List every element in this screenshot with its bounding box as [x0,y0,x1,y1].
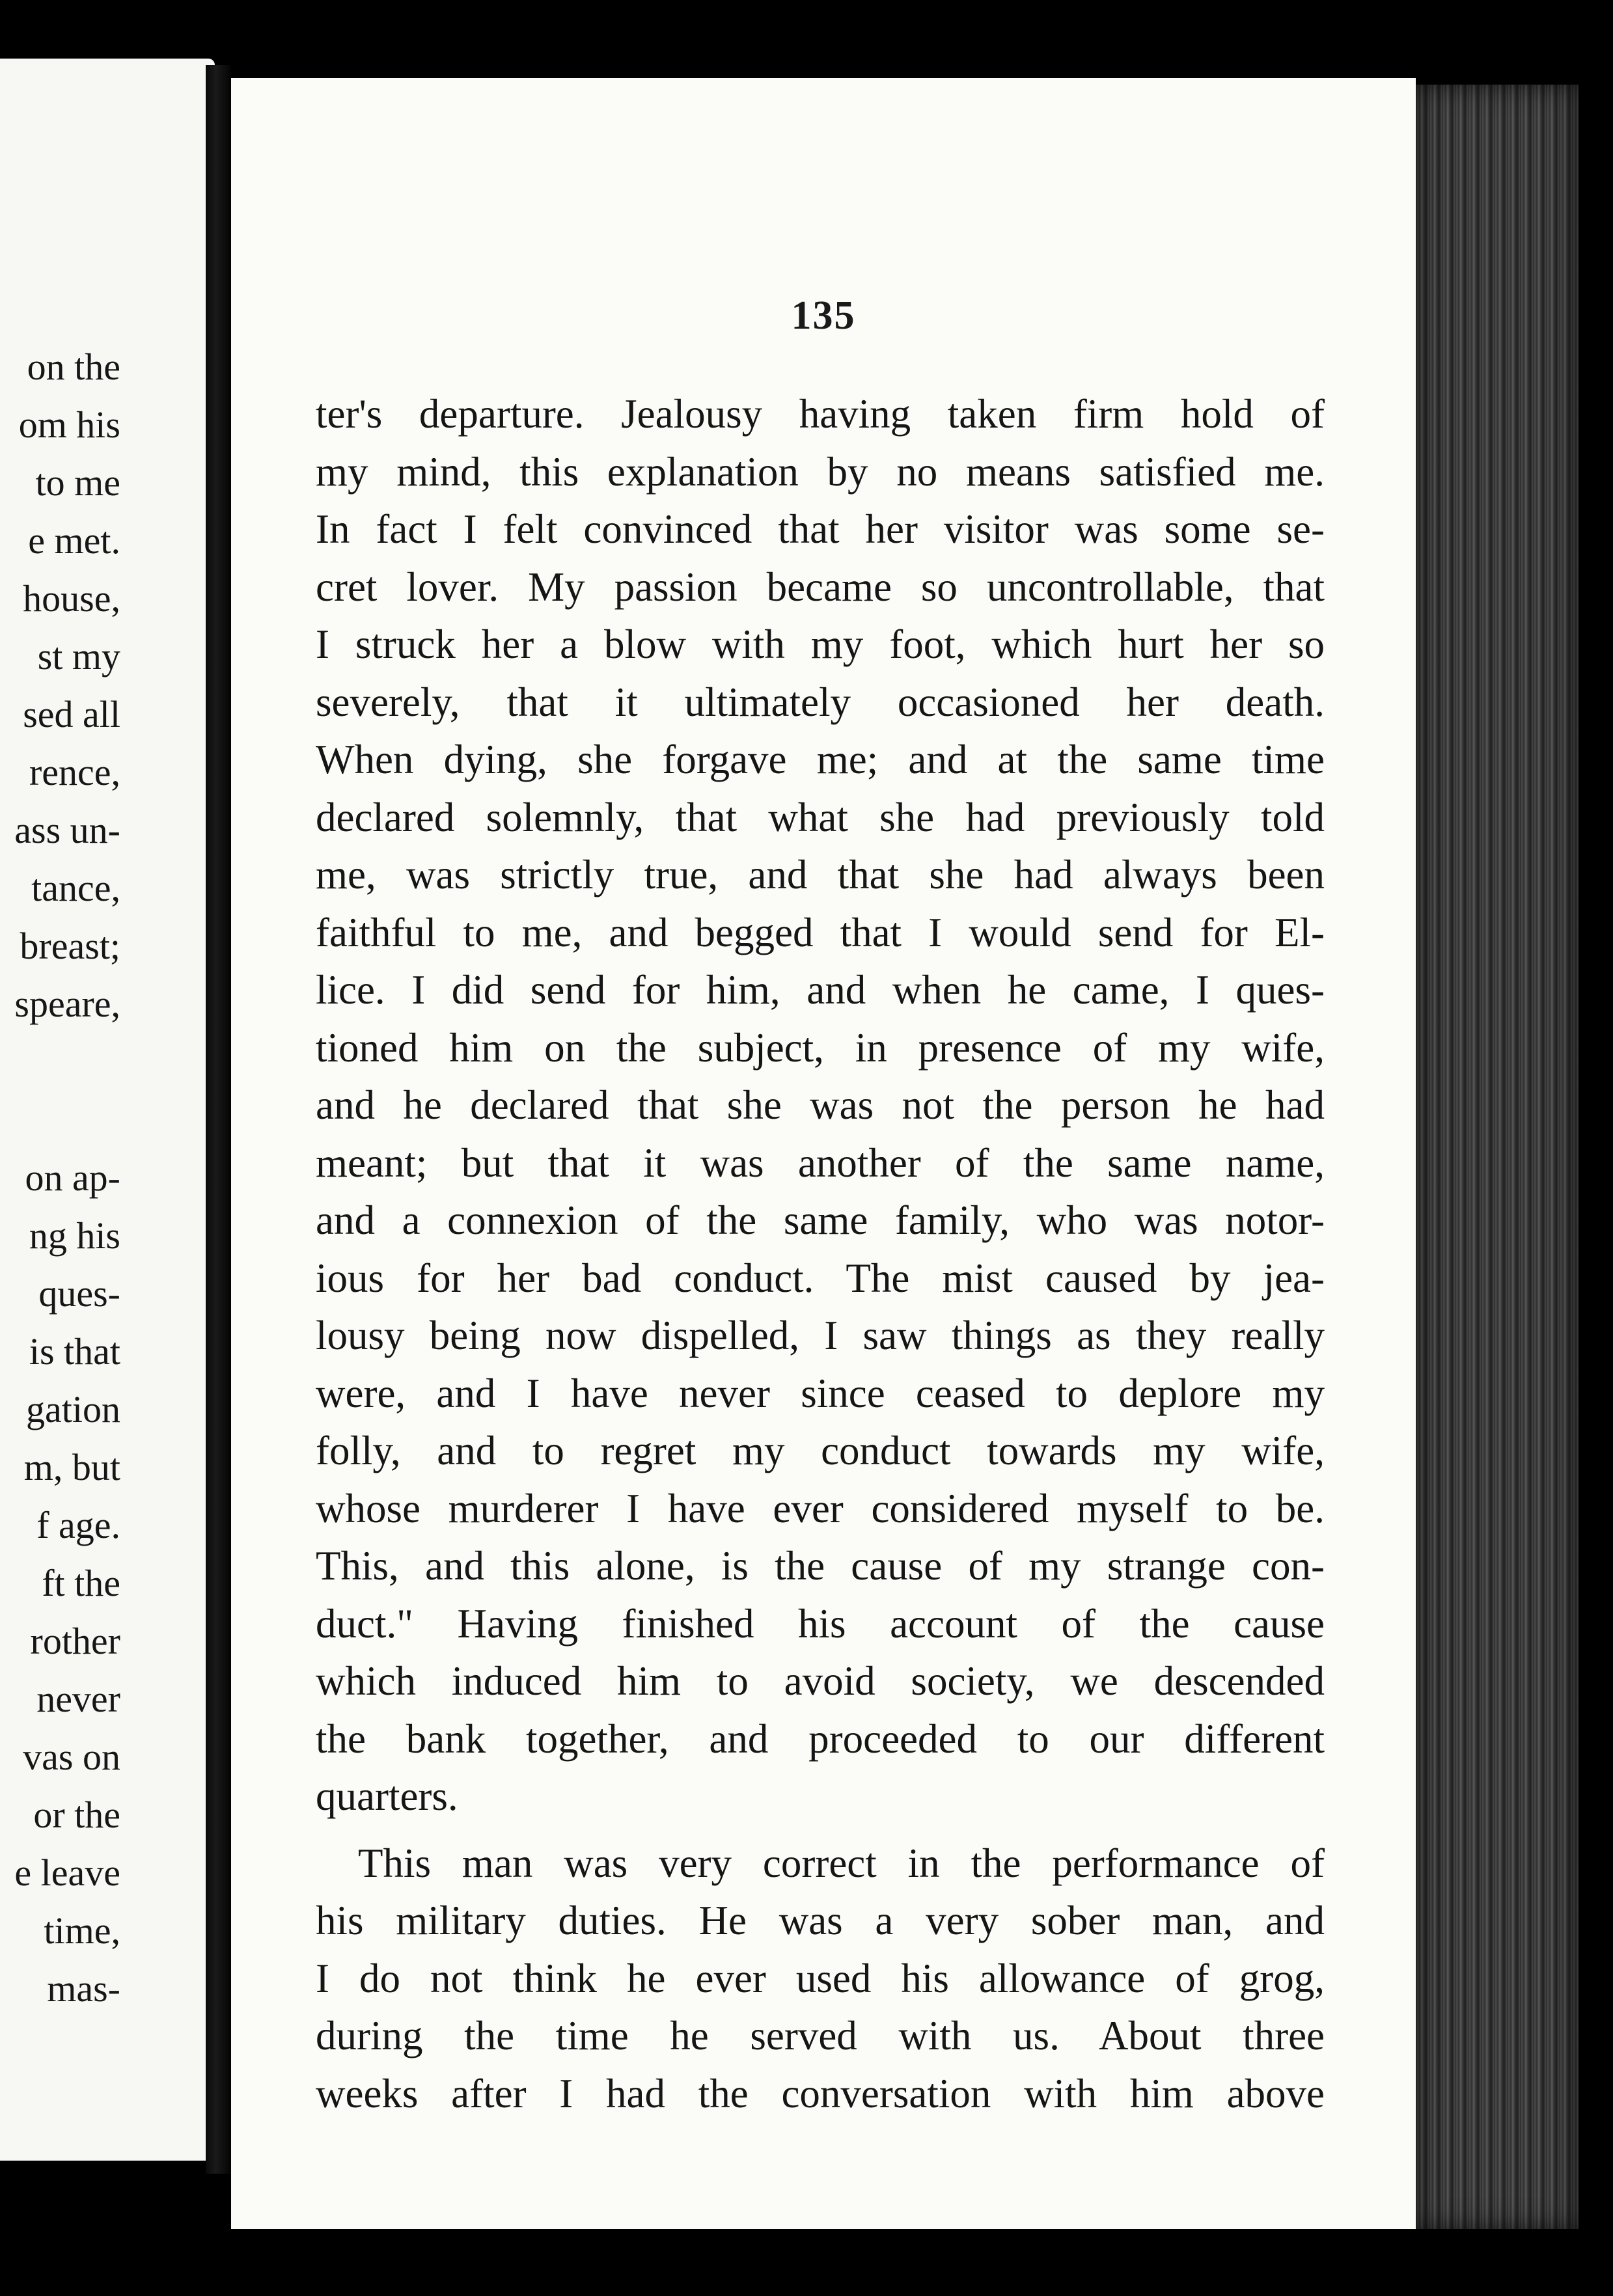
body-line: I do not think he ever used his allowance of grog, [316,1955,1325,2001]
body-line: duct." Having finished his account of the cause [316,1600,1325,1647]
left-page-line: time, [44,1909,120,1952]
left-page-line: ass un- [14,809,120,851]
body-line: and a connexion of the same family, who was notor- [316,1197,1325,1243]
left-page-line: rence, [29,751,120,793]
body-line: during the time he served with us. About three [316,2013,1325,2058]
body-line: cret lover. My passion became so uncontrollable, that [316,564,1325,610]
body-line: lice. I did send for him, and when he came, I ques- [316,967,1325,1013]
body-line: his military duties. He was a very sober man, and [316,1898,1325,1943]
left-page-line: speare, [14,983,120,1025]
body-line: faithful to me, and begged that I would send for El- [316,909,1325,955]
scan-border [1579,85,1613,2229]
body-line: weeks after I had the conversation with him above [316,2070,1325,2116]
left-page-line: or the [33,1794,120,1836]
body-line: quarters. [316,1773,458,1819]
left-page-line: m, but [23,1446,120,1488]
left-page-line: is that [29,1330,120,1373]
page-edges [1416,85,1579,2229]
left-page [0,59,215,2161]
body-line: lousy being now dispelled, I saw things as they really [316,1313,1325,1358]
left-page-line: sed all [23,693,120,735]
body-line: tioned him on the subject, in presence of my wife, [316,1024,1325,1071]
body-line: declared solemnly, that what she had previously told [316,794,1325,840]
left-page-line: never [36,1678,120,1720]
left-page-line: vas on [23,1736,120,1778]
body-line: the bank together, and proceeded to our different [316,1715,1325,1762]
body-line: severely, that it ultimately occasioned her death. [316,679,1325,725]
left-page-line: f age. [36,1504,120,1546]
left-page-line: to me [35,461,120,504]
left-page-line: e leave [14,1852,120,1894]
body-line: were, and I have never since ceased to deplore my [316,1370,1325,1416]
body-line: This, and this alone, is the cause of my strange con- [316,1543,1325,1589]
body-line: which induced him to avoid society, we descended [316,1658,1325,1704]
left-page-line: tance, [31,867,120,909]
left-page-line: ques- [38,1272,120,1315]
left-page-line: ft the [42,1562,120,1604]
body-line: meant; but that it was another of the same name, [316,1140,1325,1186]
book-gutter [206,65,230,2174]
left-page-line: gation [26,1388,120,1430]
body-line: I struck her a blow with my foot, which hurt her so [316,622,1325,667]
body-line: ter's departure. Jealousy having taken firm hold of [316,391,1325,437]
left-page-line: breast; [20,925,120,967]
body-line: and he declared that she was not the person he had [316,1082,1325,1128]
body-line: whose murderer I have ever considered myself to be. [316,1485,1325,1531]
left-page-line: st my [37,635,120,677]
left-page-line: e met. [28,519,120,562]
left-page-line: rother [30,1620,120,1662]
left-page-line: on ap- [25,1156,120,1199]
left-page-line: house, [23,577,120,620]
left-page-line: on the [27,346,120,388]
body-line: me, was strictly true, and that she had always been [316,852,1325,897]
left-page-line: om his [18,403,120,446]
body-line: ious for her bad conduct. The mist caused by jea- [316,1255,1325,1301]
body-line: When dying, she forgave me; and at the same time [316,737,1325,782]
left-page-line: mas- [47,1967,120,2010]
body-line: my mind, this explanation by no means satisfied me. [316,448,1325,495]
body-line: folly, and to regret my conduct towards my wife, [316,1428,1325,1473]
left-page-line: ng his [29,1214,120,1257]
body-line: In fact I felt convinced that her visitor was some se- [316,506,1325,552]
page-number: 135 [791,294,856,338]
right-page [231,78,1416,2229]
body-line: This man was very correct in the performance of [358,1840,1325,1886]
